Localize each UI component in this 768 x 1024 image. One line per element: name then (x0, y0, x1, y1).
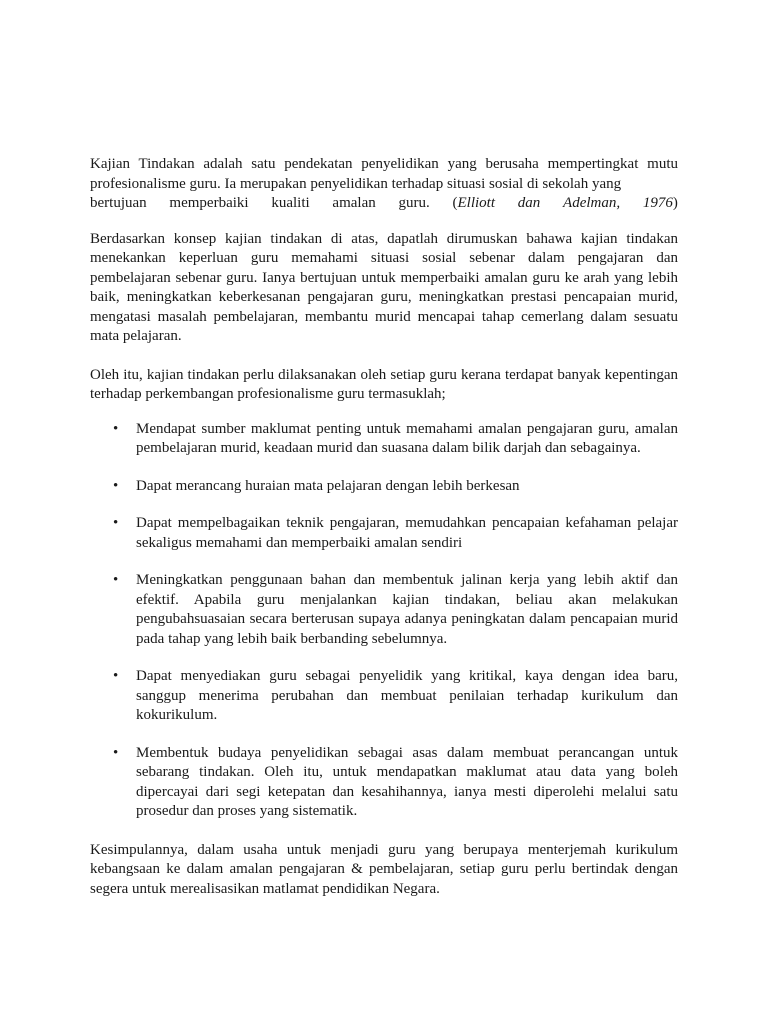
citation-close-paren: ) (672, 195, 678, 211)
citation (453, 194, 496, 214)
paragraph-concept: Berdasarkan konsep kajian tindakan di atas, dapatlah dirumuskan bahawa kajian tindakan menekankan keperluan guru memahami situasi sosial sebenar dalam pengajaran dan pembelajaran sebenar guru. Ianya bertujuan untuk memperbaiki amalan guru ke arah yang lebih baik, meningkatkan keberkesanan pengajaran guru, meningkatkan prestasi pencapaian murid, mengatasi masalah pembelajaran, membantu murid mencapai tahap cemerlang dalam sesuatu mata pelajaran. (90, 230, 678, 344)
paragraph-intro (90, 155, 678, 214)
bullet-icon: • (113, 668, 119, 684)
list-item-text: Membentuk budaya penyelidikan sebagai asas dalam membuat perancangan untuk sebarang tindakan. Oleh itu, untuk mendapatkan maklumat atau data yang boleh dipercayai dari segi ketepatan dan kesahihannya, ianya mesti diperolehi melalui satu prosedur dan proses yang sistematik. (136, 744, 678, 819)
citation-year: 1976 (642, 195, 673, 211)
bullet-icon: • (113, 420, 119, 437)
bullet-icon: • (113, 572, 119, 588)
bullet-icon: • (113, 744, 119, 761)
list-item (90, 667, 678, 726)
list-item-text: Meningkatkan penggunaan bahan dan membentuk jalinan kerja yang lebih aktif dan efektif. Apabila guru menjalankan kajian tindakan, beliau akan melakukan pengubahsuasaian secara berterusan supaya adanya peningkatan dalam pencapaian murid pada tahap yang lebih baik berbanding sebelumnya. (136, 572, 678, 647)
list-item (90, 744, 678, 822)
bullet-icon: • (113, 515, 119, 531)
word: memperbaiki (169, 195, 249, 211)
word: guru. (398, 195, 430, 211)
citation-open-paren: ( (452, 195, 458, 211)
paragraph-conclusion: Kesimpulannya, dalam usaha untuk menjadi guru yang berupaya menterjemah kurikulum kebangsaan ke dalam amalan pengajaran & pembelajaran, setiap guru perlu bertindak dengan segera untuk merealisasikan matlamat pendidikan Negara. (90, 841, 678, 897)
list-item-text: Dapat merancang huraian mata pelajaran dengan lebih berkesan (136, 477, 520, 494)
list-item (90, 571, 678, 649)
citation-end (643, 194, 678, 214)
citation-author-1: Elliott (457, 195, 496, 211)
word: kualiti (271, 195, 310, 211)
word: bertujuan (90, 195, 147, 211)
importance-bullet-list (90, 420, 678, 822)
list-item (90, 477, 678, 497)
document-page (90, 155, 678, 899)
citation-and: dan (517, 195, 541, 211)
paragraph-intro-last-line (90, 194, 678, 214)
list-item-text: Mendapat sumber maklumat penting untuk memahami amalan pengajaran guru, amalan pembelajaran murid, keadaan murid dan suasana dalam bilik darjah dan sebagainya. (136, 420, 678, 456)
bullet-icon: • (113, 477, 119, 494)
list-item (90, 420, 678, 459)
paragraph-importance: Oleh itu, kajian tindakan perlu dilaksanakan oleh setiap guru kerana terdapat banyak kepentingan terhadap perkembangan profesionalisme guru termasuklah; (90, 366, 678, 402)
list-item-text: Dapat menyediakan guru sebagai penyelidik yang kritikal, kaya dengan idea baru, sanggup menerima perubahan dan membuat penilaian terhadap kurikulum dan kokurikulum. (136, 668, 678, 723)
word: amalan (332, 195, 376, 211)
list-item (90, 514, 678, 553)
paragraph-intro-text: Kajian Tindakan adalah satu pendekatan penyelidikan yang berusaha mempertingkat mutu profesionalisme guru. Ia merupakan penyelidikan terhadap situasi sosial di sekolah yang (90, 156, 678, 192)
citation-author-2: Adelman, (563, 195, 621, 211)
list-item-text: Dapat mempelbagaikan teknik pengajaran, memudahkan pencapaian kefahaman pelajar sekaligus memahami dan memperbaiki amalan sendiri (136, 515, 678, 551)
